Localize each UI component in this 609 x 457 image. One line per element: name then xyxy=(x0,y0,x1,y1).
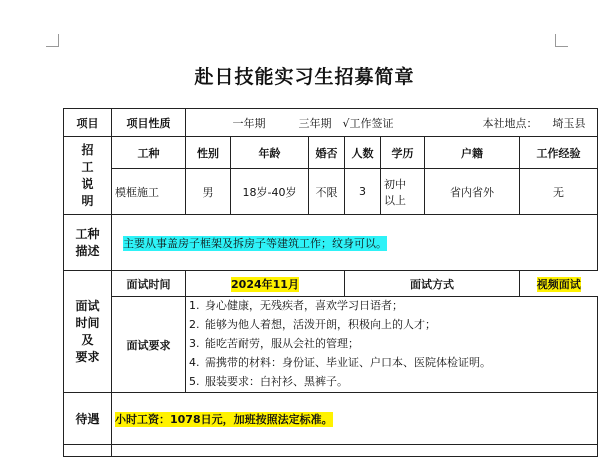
next-row-partial xyxy=(64,445,598,457)
job-desc-text: 主要从事盖房子框架及拆房子等建筑工作；纹身可以。 xyxy=(123,236,387,250)
cell-education: 初中 以上 xyxy=(381,169,425,215)
treatment-text: 小时工资：1078日元，加班按照法定标准。 xyxy=(115,412,333,426)
cell-experience: 无 xyxy=(520,169,598,215)
header-hukou: 户籍 xyxy=(425,137,520,169)
cell-gender: 男 xyxy=(186,169,231,215)
requirement-item: 4. 需携带的材料：身份证、毕业证、户口本、医院体检证明。 xyxy=(189,356,491,369)
interview-method-value: 视频面试 xyxy=(536,277,581,291)
location-label: 本社地点： xyxy=(482,116,538,130)
recruitment-table xyxy=(63,108,598,457)
recruit-data-row xyxy=(64,169,598,215)
period-one-year: 一年期 xyxy=(232,116,266,130)
interview-method-label: 面试方式 xyxy=(345,271,520,297)
recruit-header-row xyxy=(64,137,598,169)
interview-method-cell xyxy=(520,271,598,297)
document-title: 赴日技能实习生招募简章 xyxy=(194,66,415,88)
requirements-list xyxy=(189,297,594,392)
cell-hukou: 省内省外 xyxy=(425,169,520,215)
job-desc-label: 工种 描述 xyxy=(64,215,112,271)
cell-count: 3 xyxy=(345,169,381,215)
project-row xyxy=(64,109,598,137)
header-age: 年龄 xyxy=(231,137,309,169)
location-value: 埼玉县 xyxy=(552,116,586,130)
treatment-label: 待遇 xyxy=(64,393,112,445)
job-desc-cell xyxy=(112,215,598,271)
period-three-year: 三年期 xyxy=(298,116,332,130)
treatment-cell xyxy=(112,393,598,445)
requirement-item: 1. 身心健康，无残疾者，喜欢学习日语者； xyxy=(189,299,403,312)
page-corner-mark-right xyxy=(555,34,568,47)
visa-type: √工作签证 xyxy=(342,116,394,130)
header-job: 工种 xyxy=(112,137,186,169)
interview-req-row xyxy=(64,297,598,393)
recruit-section-label: 招 工 说 明 xyxy=(64,137,112,215)
page-corner-mark-left xyxy=(46,34,59,47)
cell-marital: 不限 xyxy=(309,169,345,215)
project-label: 项目 xyxy=(64,109,112,137)
interview-time-row xyxy=(64,271,598,297)
project-nature-label: 项目性质 xyxy=(112,109,186,137)
interview-time-value: 2024年11月 xyxy=(231,277,299,291)
interview-time-cell xyxy=(186,271,345,297)
header-count: 人数 xyxy=(345,137,381,169)
requirement-item: 3. 能吃苦耐劳，服从会社的管理； xyxy=(189,337,359,350)
interview-req-label: 面试要求 xyxy=(112,297,186,393)
interview-req-cell xyxy=(186,297,598,393)
header-experience: 工作经验 xyxy=(520,137,598,169)
cell-age: 18岁-40岁 xyxy=(231,169,309,215)
project-nature-value xyxy=(186,109,598,137)
requirement-item: 5. 服装要求：白衬衫、黑裤子。 xyxy=(189,375,348,388)
header-education: 学历 xyxy=(381,137,425,169)
interview-section-label: 面试 时间 及 要求 xyxy=(64,271,112,393)
header-gender: 性别 xyxy=(186,137,231,169)
requirement-item: 2. 能够为他人着想，活泼开朗，积极向上的人才； xyxy=(189,318,436,331)
interview-time-label: 面试时间 xyxy=(112,271,186,297)
job-desc-row xyxy=(64,215,598,271)
header-marital: 婚否 xyxy=(309,137,345,169)
cell-job: 模框施工 xyxy=(112,169,186,215)
treatment-row xyxy=(64,393,598,445)
